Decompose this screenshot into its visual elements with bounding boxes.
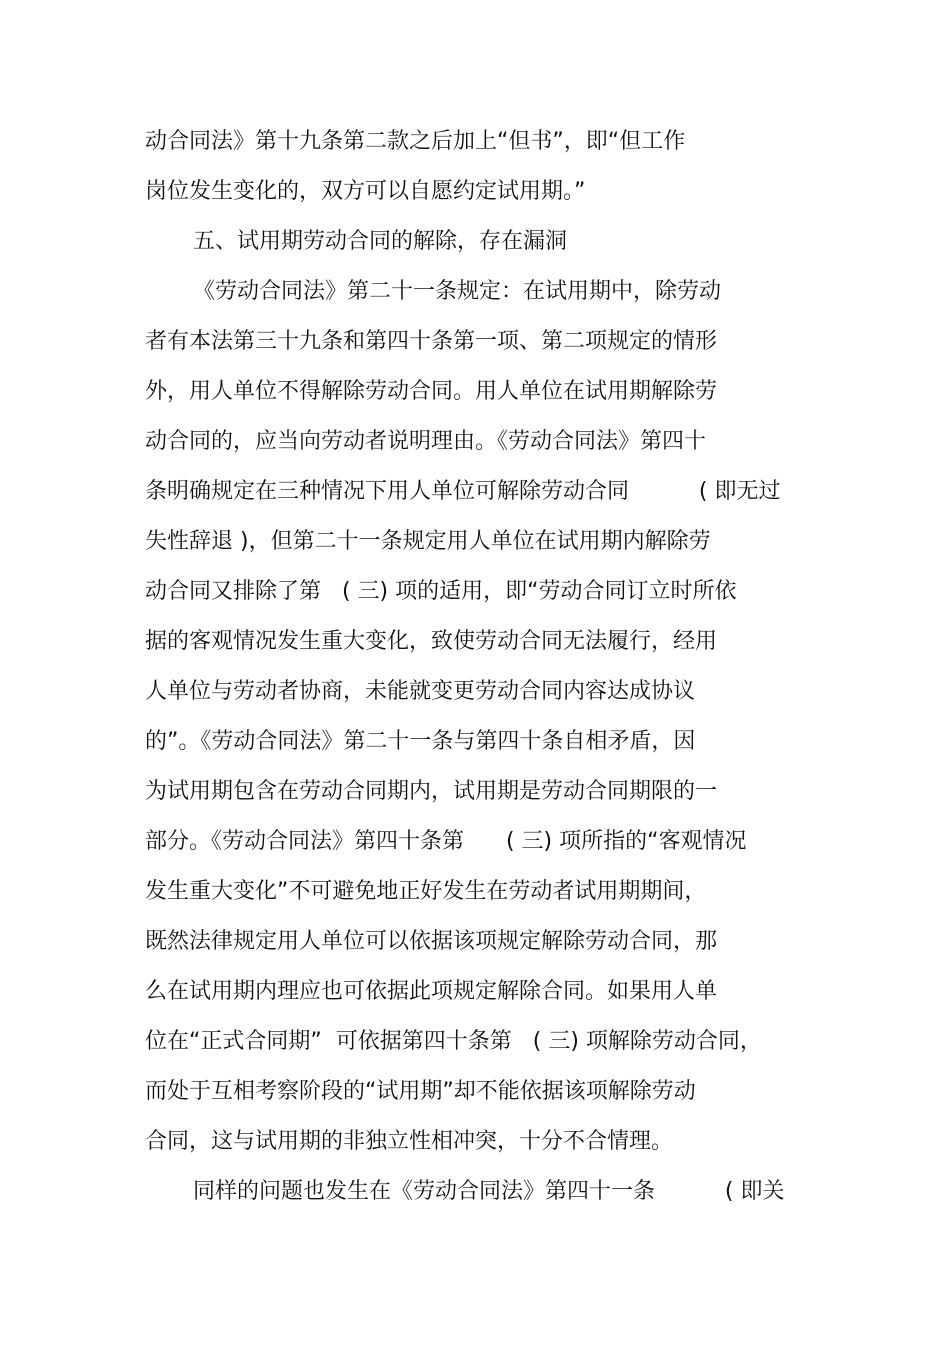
text-line: 失性辞退 )，但第二十一条规定用人单位在试用期内解除劳 [145,529,711,554]
section-heading: 五、试用期劳动合同的解除，存在漏洞 [193,229,568,254]
text-line: 发生重大变化”不可避免地正好发生在劳动者试用期期间， [145,879,707,904]
text-line: 的”。《劳动合同法》第二十一条与第四十条自相矛盾，因 [145,729,696,754]
text-line: 动合同又排除了第 ( 三) 项的适用，即“劳动合同订立时所依 [145,579,737,604]
text-line: 位在“正式合同期” 可依据第四十条第 ( 三) 项解除劳动合同， [145,1029,762,1054]
text-line: 者有本法第三十九条和第四十条第一项、第二项规定的情形 [145,329,718,354]
paragraph-start-line: 《劳动合同法》第二十一条规定：在试用期中，除劳动 [193,279,722,304]
text-line: 条明确规定在三种情况下用人单位可解除劳动合同 ( 即无过 [145,479,781,504]
text-line: 动合同法》第十九条第二款之后加上“但书”，即“但工作 [145,129,686,154]
text-line: 既然法律规定用人单位可以依据该项规定解除劳动合同，那 [145,929,718,954]
text-line: 合同，这与试用期的非独立性相冲突，十分不合情理。 [145,1129,674,1154]
paragraph-start-line: 同样的问题也发生在《劳动合同法》第四十一条 ( 即关 [193,1179,785,1204]
text-line: 么在试用期内理应也可依据此项规定解除合同。如果用人单 [145,979,718,1004]
text-line: 人单位与劳动者协商，未能就变更劳动合同内容达成协议 [145,679,696,704]
text-line: 外，用人单位不得解除劳动合同。用人单位在试用期解除劳 [145,379,718,404]
text-line: 而处于互相考察阶段的“试用期”却不能依据该项解除劳动 [145,1079,696,1104]
text-line: 据的客观情况发生重大变化，致使劳动合同无法履行，经用 [145,629,718,654]
text-line: 为试用期包含在劳动合同期内，试用期是劳动合同期限的一 [145,779,718,804]
text-line: 岗位发生变化的，双方可以自愿约定试用期。” [145,179,586,204]
text-line: 部分。《劳动合同法》第四十条第 ( 三) 项所指的“客观情况 [145,829,747,854]
text-line: 动合同的，应当向劳动者说明理由。《劳动合同法》第四十 [145,429,707,454]
